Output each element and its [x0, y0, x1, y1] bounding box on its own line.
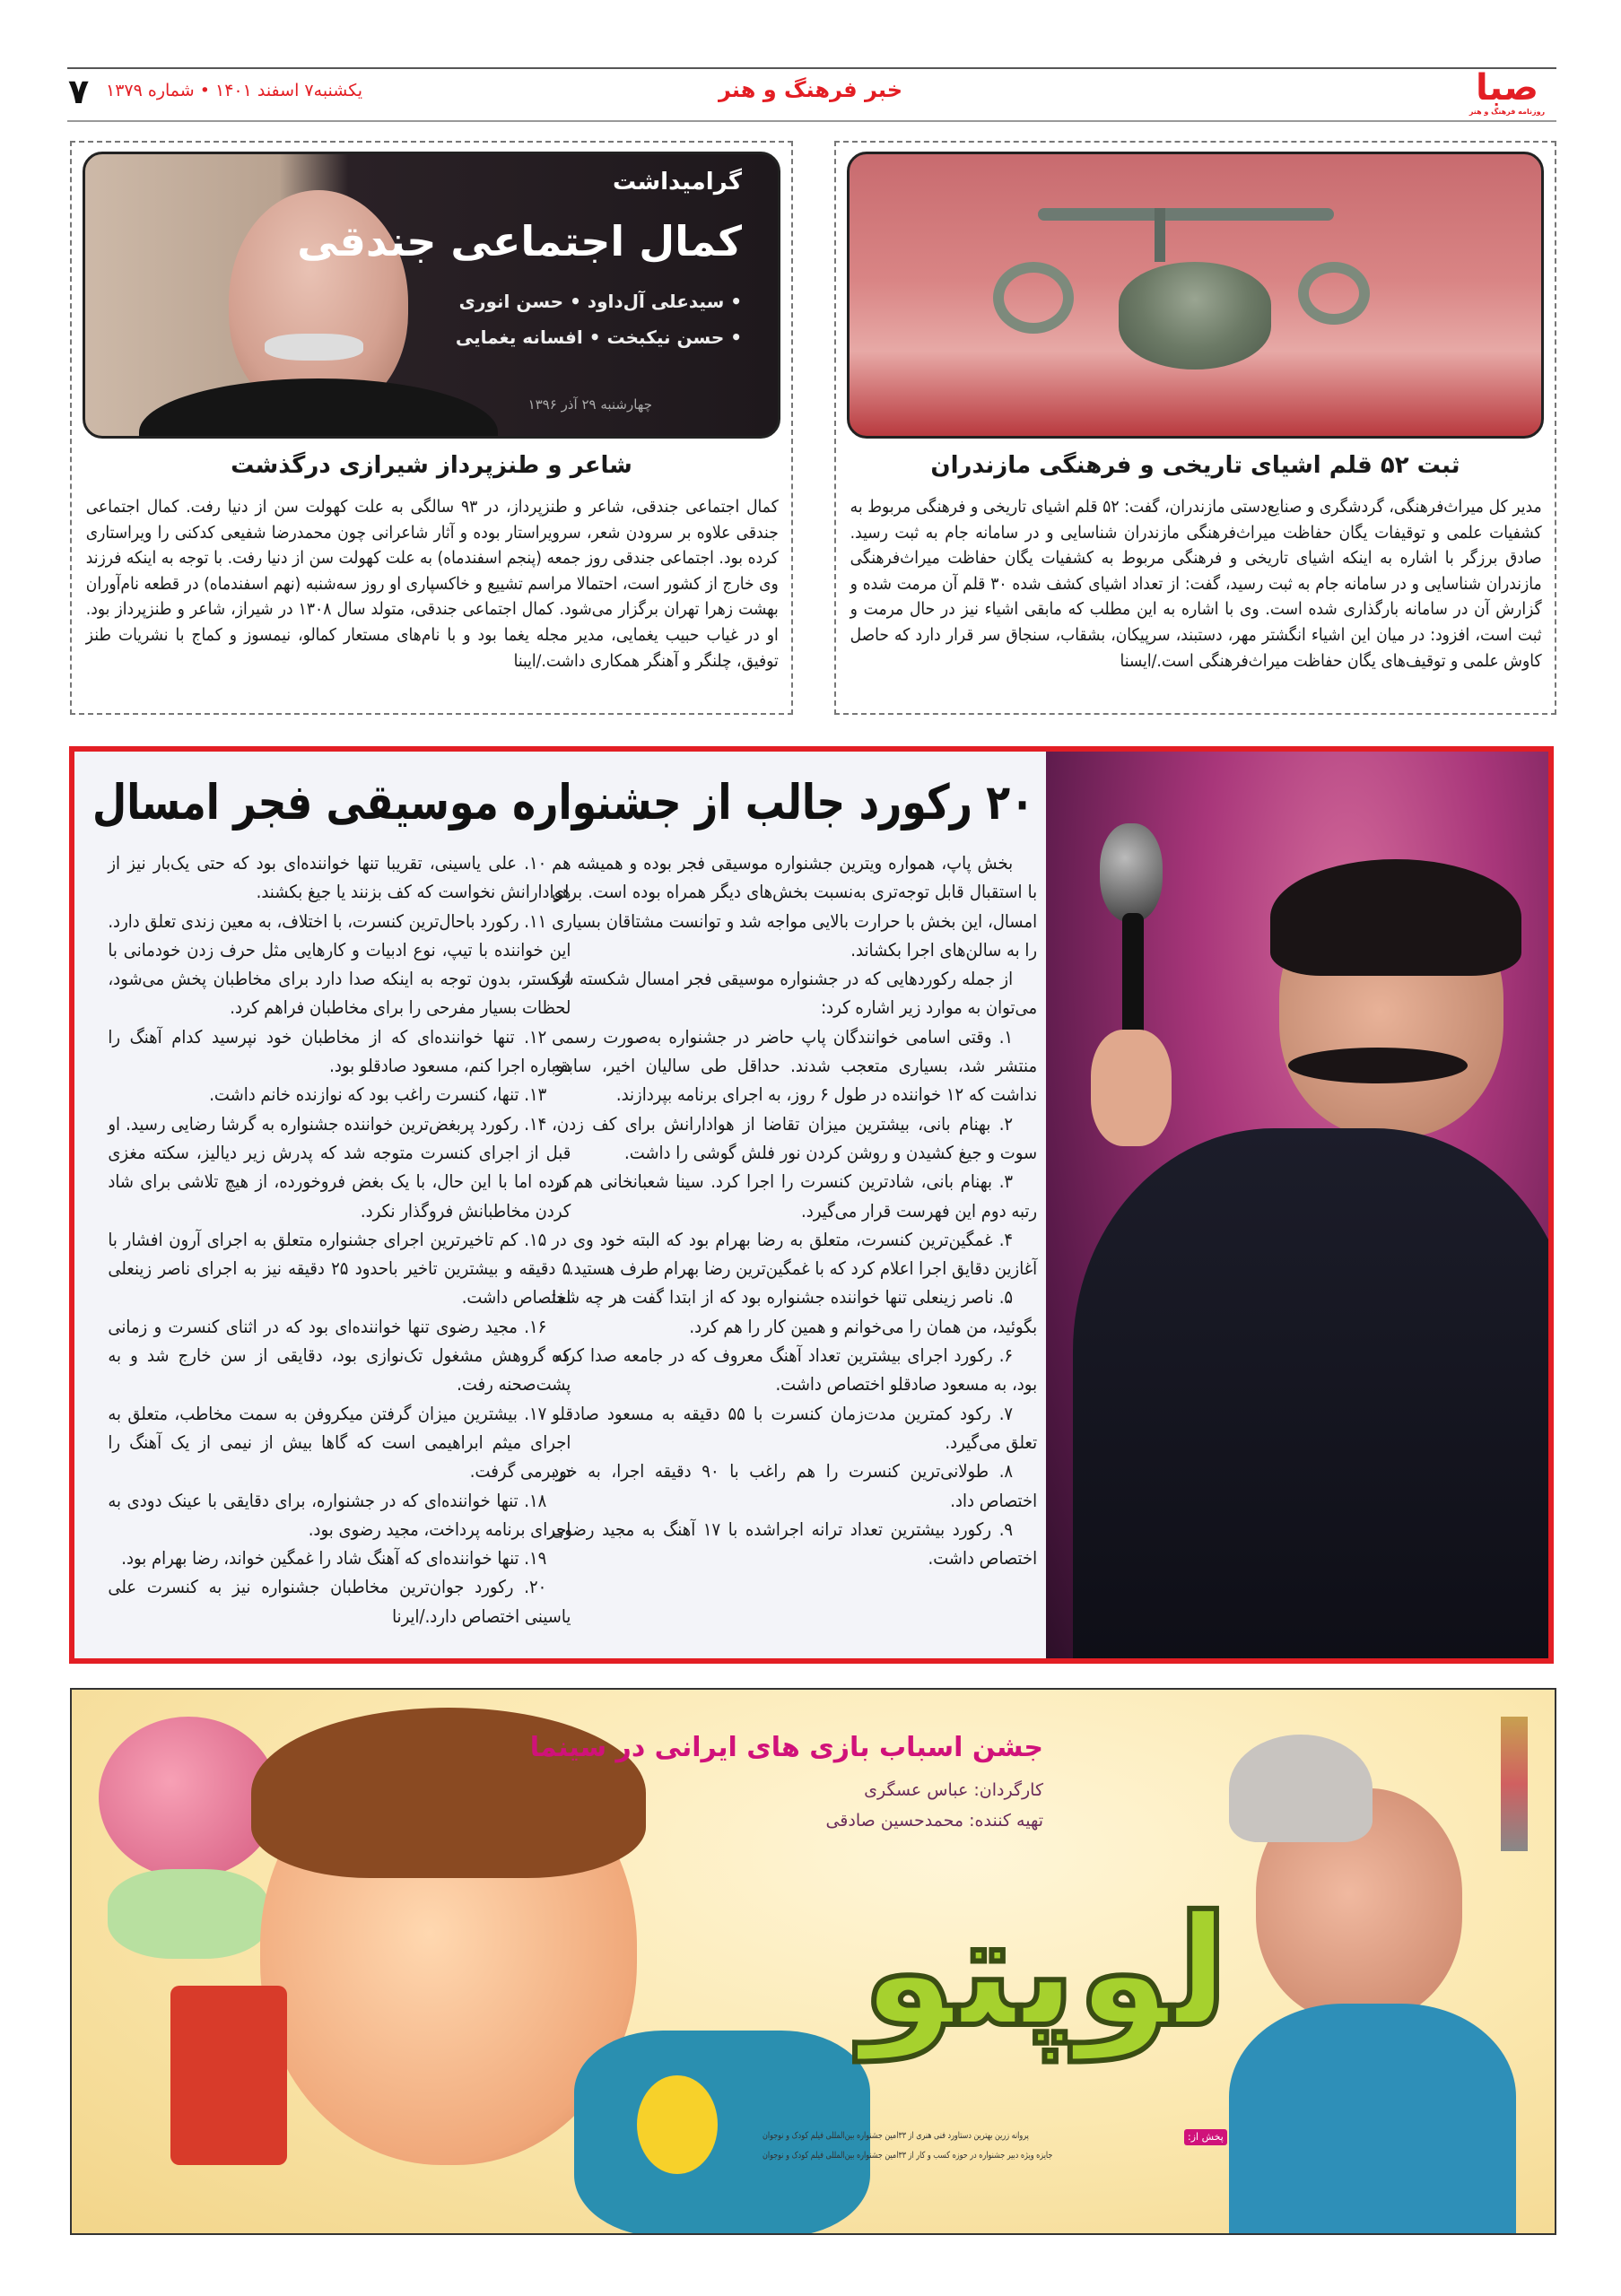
dateline: یکشنبه۷ اسفند ۱۴۰۱ • شماره ۱۳۷۹	[106, 81, 363, 100]
banner-date: چهارشنبه ۲۹ آذر ۱۳۹۶	[527, 396, 652, 413]
feature-title: ۲۰ رکورد جالب از جشنواره موسیقی فجر امسال	[92, 774, 1034, 831]
artifact-bowl	[1119, 262, 1271, 370]
record-item: ۱۲. تنها خواننده‌ای که از مخاطبان خود نپرسید کدام آهنگ را دوباره اجرا کنم، مسعود صادقلو بود.	[108, 1025, 571, 1077]
portrait-jacket	[139, 378, 498, 439]
record-item: ۱۸. تنها خواننده‌ای که در جشنواره، برای دقایقی با عینک دودی به اجرای برنامه پرداخت، مجید رضوی بود.	[108, 1489, 571, 1540]
record-item: ۲۰. رکورد جوان‌ترین مخاطبان جشنواره نیز به کنسرت علی یاسینی اختصاص دارد./ایرنا	[108, 1576, 571, 1627]
artifact-pin-stem	[1155, 208, 1165, 262]
record-item: ۱۶. مجید رضوی تنها خواننده‌ای بود که در اثنای کنسرت و زمانی که گروهش مشغول تک‌نوازی بود، دقایقی از سن خارج شد و به پشت‌صحنه رفت.	[108, 1315, 571, 1396]
header-bottom-rule	[67, 120, 1556, 122]
ad-tagline: جشن اسباب بازی های ایرانی در سینما	[529, 1732, 1043, 1763]
artifact-ring-right	[1298, 262, 1370, 325]
record-item: ۹. رکورد بیشترین تعداد ترانه اجراشده با ۱۷ آهنگ به مجید رضوی اختصاص داشت.	[552, 1518, 1037, 1570]
sponsor-logos	[1501, 1717, 1528, 1851]
portrait-mustache	[265, 334, 363, 361]
record-item: ۱۰. علی یاسینی، تقریبا تنها خواننده‌ای بود که حتی یک‌بار نیز از هوادارانش نخواست که کف بزنند یا جیغ بکشند.	[108, 852, 571, 903]
ad-director: کارگردان: عباس عسگری	[864, 1780, 1043, 1800]
record-item: ۱۳. تنها، کنسرت راغب بود که نوازنده خانم داشت.	[208, 1083, 546, 1106]
article-column-left	[108, 848, 571, 1631]
logo-text: صبا	[1476, 67, 1538, 109]
newspaper-logo[interactable]	[1458, 68, 1556, 118]
record-item: ۶. رکورد اجرای بیشترین تعداد آهنگ معروف که در جامعه صدا کرده بود، به مسعود صادقلو اختصاص داشت.	[552, 1344, 1037, 1396]
intro-paragraph: از جمله رکوردهایی که در جشنواره موسیقی فجر امسال شکسته شد می‌توان به موارد زیر اشاره کرد:	[552, 968, 1037, 1019]
ad-producer: تهیه کننده: محمدحسین صادقی	[825, 1811, 1043, 1831]
banner-line: گرامیداشت	[613, 169, 742, 196]
section-title: خبر فرهنگ و هنر	[718, 77, 903, 102]
film-advertisement[interactable]	[70, 1688, 1556, 2235]
feature-article-fajr-records	[69, 746, 1554, 1664]
record-item: ۸. طولانی‌ترین کنسرت را هم راغب با ۹۰ دقیقه اجرا، به خود اختصاص داد.	[552, 1460, 1037, 1511]
record-item: ۲. بهنام بانی، بیشترین میزان تقاضا از هوادارانش برای کف زدن، سوت و جیغ کشیدن و روشن کردن نور فلش گوشی را داشت.	[552, 1112, 1037, 1163]
film-title-logo: لوپتو	[861, 1883, 1230, 2061]
article-photo-poet	[83, 152, 780, 439]
singer-photo	[1046, 752, 1548, 1658]
article-poet-obituary	[70, 141, 793, 715]
banner-line: • سیدعلی آل‌داود • حسن انوری	[458, 291, 742, 312]
cartoon-yellow-bird	[637, 2075, 718, 2174]
record-item: ۷. رکود کمترین مدت‌زمان کنسرت با ۵۵ دقیقه به مسعود صادقلو تعلق می‌گیرد.	[552, 1402, 1037, 1453]
record-item: ۵. ناصر زینعلی تنها خواننده جشنواره بود که از ابتدا گفت هر چه شما بگوئید، من همان را می‌خوانم و همین کار را هم کرد.	[552, 1286, 1037, 1337]
ad-award: پروانه زرین بهترین دستاورد فنی هنری از ۳۳امین جشنواره بین‌المللی فیلم کودک و نوجوان	[763, 2131, 1029, 2141]
artifact-pin	[1038, 208, 1334, 221]
article-title: ثبت ۵۲ قلم اشیای تاریخی و فرهنگی مازندران	[930, 452, 1460, 479]
record-item: ۱۴. رکورد پربغض‌ترین خواننده جشنواره به گرشا رضایی رسید. او قبل از اجرای کنسرت متوجه شد که پدرش زیر دیالیز، سکته مغزی کرده اما با این حال، با یک بغض فروخورده، از هیچ تلاشی برای شاد کردن مخاطبانش فروگذار نکرد.	[108, 1112, 571, 1222]
cartoon-red-robot	[170, 1986, 287, 2165]
logo-tagline: روزنامه فرهنگ و هنر	[1468, 108, 1546, 116]
artifact-ring-left	[993, 262, 1074, 334]
singer-hand	[1091, 1030, 1172, 1146]
banner-line: • حسن نیکبخت • افسانه یغمایی	[455, 326, 742, 348]
singer-mustache	[1288, 1048, 1468, 1083]
banner-name: کمال اجتماعی جندقی	[297, 217, 742, 265]
article-photo-artifacts	[847, 152, 1544, 439]
header-top-rule	[67, 67, 1556, 69]
cartoon-old-man-hair	[1229, 1735, 1373, 1842]
article-heritage-objects	[834, 141, 1556, 715]
record-item: ۳. بهنام بانی، شادترین کنسرت را اجرا کرد. سینا شعبانخانی هم در رتبه دوم این فهرست قرار می‌گیرد.	[552, 1170, 1037, 1222]
cartoon-green-pot	[108, 1869, 269, 1959]
record-item: ۱۹. تنها خواننده‌ای که آهنگ شاد را غمگین خواند، رضا بهرام بود.	[120, 1547, 546, 1570]
page-number: ۷	[68, 72, 90, 111]
ad-distributor-label: پخش از:	[1184, 2129, 1227, 2145]
record-item: ۱۵. کم تاخیرترین اجرای جشنواره متعلق به اجرای آرون افشار با ۵ دقیقه و بیشترین تاخیر باحدود ۲۵ دقیقه نیز به اجرای ناصر زینعلی اختصاص داشت.	[108, 1228, 571, 1309]
microphone-icon	[1100, 823, 1163, 922]
singer-body	[1073, 1128, 1548, 1658]
record-item: ۴. غمگین‌ترین کنسرت، متعلق به رضا بهرام بود که البته خود وی در آغازین دقایق اجرا اعلام کرد که با غمگین‌ترین رضا بهرام طرف هستید.	[552, 1228, 1037, 1280]
record-item: ۱۷. بیشترین میزان گرفتن میکروفن به سمت مخاطب، متعلق به اجرای میثم ابراهیمی است که گاها بیش از نیمی از یک آهنگ را دربرمی گرفت.	[108, 1402, 571, 1483]
intro-paragraph: بخش پاپ، همواره ویترین جشنواره موسیقی فجر بوده و همیشه هم با استقبال قابل توجه‌تری به‌نسبت بخش‌های دیگر همراه بوده است. برای امسال، این بخش با حرارت بالایی مواجه شد و توانست مشتاقان بسیاری را به سالن‌های اجرا بکشاند.	[552, 852, 1037, 961]
article-column-right	[552, 848, 1037, 1572]
record-item: ۱۱. رکورد باحال‌ترین کنسرت، با اختلاف، به معین زندی تعلق دارد. این خواننده با تیپ، نوع ادبیات و کارهایی مثل حرف زدن خودمانی با ارکستر، بدون توجه به اینکه صدا دارد برای مخاطبان پخش می‌شود، لحظات بسیار مفرحی را برای مخاطبان فراهم کرد.	[108, 909, 571, 1019]
ad-award: جایزه ویژه دبیر جشنواره در حوزه کسب و کار از ۳۳امین جشنواره بین‌المللی فیلم کودک و نوجوان	[763, 2151, 1053, 2161]
record-item: ۱. وقتی اسامی خوانندگان پاپ حاضر در جشنواره به‌صورت رسمی منتشر شد، بسیاری متعجب شدند. حداقل طی سالیان اخیر، سابقه نداشت که ۱۲ خواننده در طول ۶ روز، به اجرای برنامه بپردازند.	[552, 1025, 1037, 1106]
cartoon-old-man-coat	[1229, 2004, 1516, 2235]
article-body: مدیر کل میراث‌فرهنگی، گردشگری و صنایع‌دستی مازندران، گفت: ۵۲ قلم اشیای تاریخی و فرهنگی مربوط به کشفیات علمی و توقیفات یگان حفاظت میراث‌فرهنگی مازندران شناسایی و در سامانه جام به ثبت رسید. صادق برزگر با اشاره به اینکه اشیای تاریخی و فرهنگی مربوط به کشفیات یگان حفاظت میراث‌فرهنگی مازندران شناسایی و در سامانه جام به ثبت رسید، گفت: از تعداد اشیای کشف شده ۳۰ قلم آن مرمت شده و گزارش آن در سامانه بارگذاری شده است. وی با اشاره به این مطلب که مابقی اشیاء نیز در حال مرمت و ثبت است، افزود: در میان این اشیاء انگشتر مهر، دستبند، سرپیکان، بشقاب، سنجاق سر قرار دارد که حاصل کاوش علمی و توقیف‌های یگان حفاظت میراث‌فرهنگی است./ایسنا	[850, 497, 1542, 671]
article-body: کمال اجتماعی جندقی، شاعر و طنزپرداز، در ۹۳ سالگی به علت کهولت سن از دنیا رفت. کمال اجتماعی جندقی علاوه بر سرودن شعر، سرویراستار بوده و آثار شاعرانی چون محمدرضا شفیعی کدکنی را ویراستاری کرده بود. اجتماعی جندقی روز جمعه (پنجم اسفندماه) به علت کهولت سن از دنیا رفت. با توجه به اینکه فرزند وی خارج از کشور است، احتمالا مراسم تشییع و خاکسپاری او روز سه‌شنبه (نهم اسفندماه) در قطعه نام‌آوران بهشت زهرا تهران برگزار می‌شود. کمال اجتماعی جندقی، متولد سال ۱۳۰۸ در شیراز، شاعر و طنزپرداز بود. او در غیاب حبیب یغمایی، مدیر مجله یغما بود و با نام‌های مستعار کمالو، نیمسوز و کماج با نشریات طنز توفیق، چلنگر و آهنگر همکاری داشت./ایبنا	[86, 497, 779, 671]
singer-hair	[1270, 859, 1521, 976]
article-title: شاعر و طنزپرداز شیرازی درگذشت	[231, 452, 632, 479]
